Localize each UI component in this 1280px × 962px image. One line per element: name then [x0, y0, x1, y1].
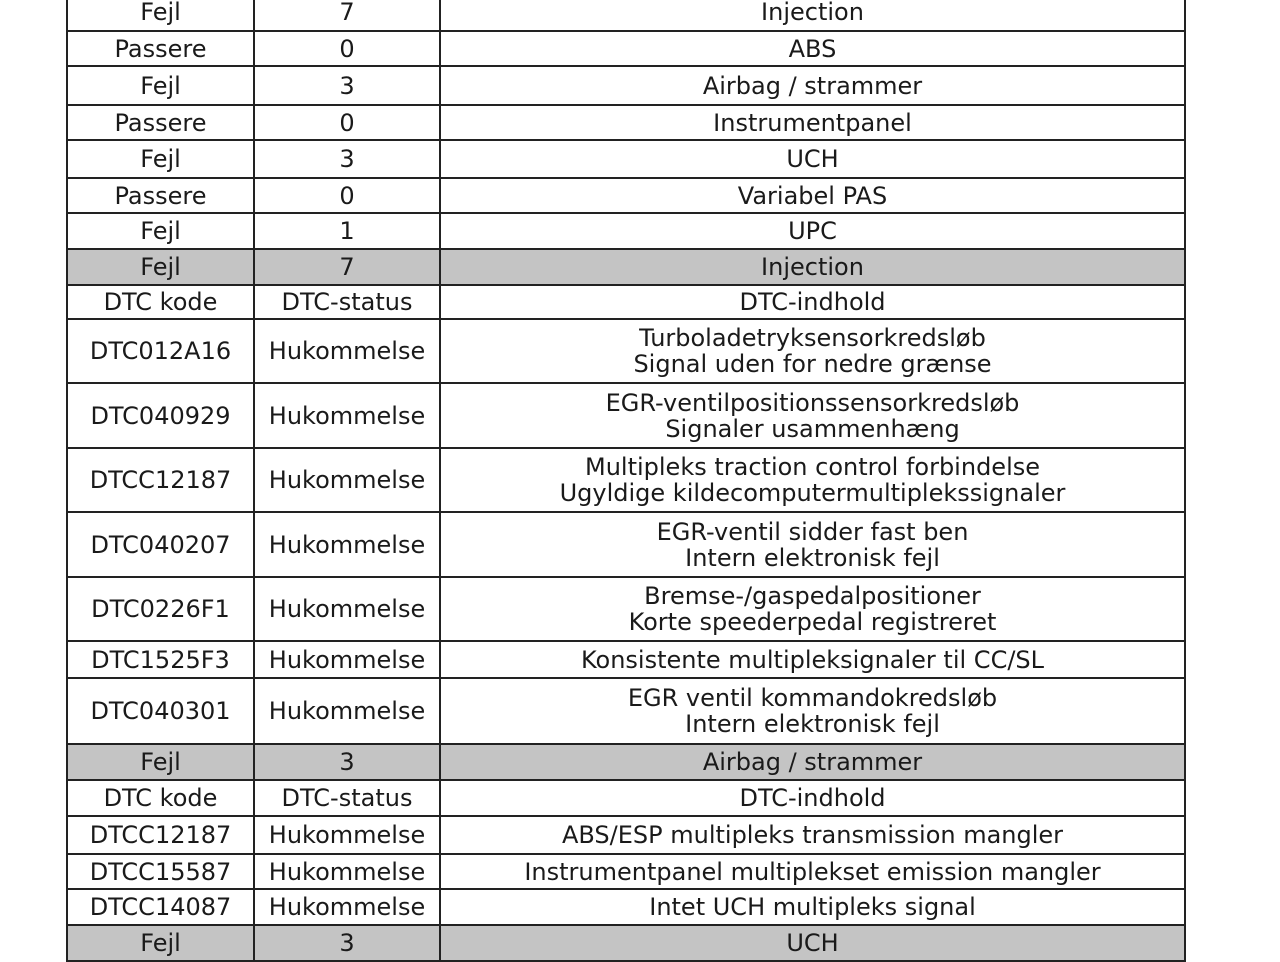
dtc-row: [68, 319, 1184, 383]
dtc-table: [68, 0, 1184, 962]
summary-module: Instrumentpanel: [440, 105, 1184, 140]
dtc-status: Hukommelse: [254, 816, 440, 854]
summary-row: [68, 66, 1184, 105]
summary-module: ABS: [440, 31, 1184, 66]
dtc-code: DTC012A16: [68, 319, 254, 383]
section-module: Airbag / strammer: [440, 744, 1184, 780]
dtc-code: DTCC14087: [68, 889, 254, 925]
section-status: Fejl: [68, 249, 254, 285]
dtc-row: [68, 816, 1184, 854]
header-dtc-status: DTC-status: [254, 780, 440, 816]
dtc-code: DTCC15587: [68, 854, 254, 889]
dtc-status: Hukommelse: [254, 319, 440, 383]
dtc-code: DTC1525F3: [68, 641, 254, 678]
dtc-content-line2: Intern elektronisk fejl: [685, 710, 940, 738]
section-count: 3: [254, 744, 440, 780]
summary-count: 0: [254, 31, 440, 66]
dtc-content: Intet UCH multipleks signal: [440, 889, 1184, 925]
dtc-status: Hukommelse: [254, 889, 440, 925]
summary-status: Passere: [68, 178, 254, 213]
summary-module: UPC: [440, 213, 1184, 249]
summary-row: [68, 140, 1184, 178]
dtc-status: Hukommelse: [254, 678, 440, 744]
section-status: Fejl: [68, 925, 254, 961]
summary-status: Passere: [68, 31, 254, 66]
summary-count: 3: [254, 140, 440, 178]
dtc-content: Instrumentpanel multiplekset emission mangler: [440, 854, 1184, 889]
section-count: 3: [254, 925, 440, 961]
dtc-row: [68, 889, 1184, 925]
dtc-code: DTCC12187: [68, 816, 254, 854]
dtc-status: Hukommelse: [254, 854, 440, 889]
section-header-airbag: [68, 744, 1184, 780]
dtc-row: [68, 383, 1184, 448]
dtc-status: Hukommelse: [254, 383, 440, 448]
summary-count: 0: [254, 178, 440, 213]
dtc-content-line1: EGR-ventil sidder fast ben: [656, 517, 969, 546]
dtc-status: Hukommelse: [254, 512, 440, 577]
summary-status: Fejl: [68, 0, 254, 31]
summary-status: Fejl: [68, 140, 254, 178]
dtc-code: DTC0226F1: [68, 577, 254, 641]
section-status: Fejl: [68, 744, 254, 780]
summary-module: Injection: [440, 0, 1184, 31]
dtc-status: Hukommelse: [254, 577, 440, 641]
dtc-status: Hukommelse: [254, 448, 440, 512]
dtc-content: [440, 319, 1184, 383]
dtc-content-line1: Bremse-/gaspedalpositioner: [644, 582, 981, 610]
summary-row: [68, 105, 1184, 140]
dtc-content-line1: Multipleks traction control forbindelse: [584, 453, 1040, 481]
summary-row: [68, 0, 1184, 31]
summary-status: Fejl: [68, 66, 254, 105]
dtc-code: DTC040929: [68, 383, 254, 448]
header-dtc-code: DTC kode: [68, 285, 254, 319]
dtc-content: [440, 678, 1184, 744]
dtc-row: [68, 678, 1184, 744]
dtc-content-line2: Signaler usammenhæng: [665, 414, 960, 443]
section-count: 7: [254, 249, 440, 285]
section-module: UCH: [440, 925, 1184, 961]
summary-module: UCH: [440, 140, 1184, 178]
dtc-code: DTCC12187: [68, 448, 254, 512]
summary-status: Passere: [68, 105, 254, 140]
summary-count: 7: [254, 0, 440, 31]
dtc-row: [68, 854, 1184, 889]
dtc-row: [68, 448, 1184, 512]
summary-status: Fejl: [68, 213, 254, 249]
dtc-row: [68, 641, 1184, 678]
section-module: Injection: [440, 249, 1184, 285]
dtc-content: ABS/ESP multipleks transmission mangler: [440, 816, 1184, 854]
dtc-column-header: [68, 285, 1184, 319]
dtc-content: [440, 577, 1184, 641]
dtc-row: [68, 512, 1184, 577]
summary-count: 1: [254, 213, 440, 249]
summary-module: Airbag / strammer: [440, 66, 1184, 105]
dtc-content: [440, 512, 1184, 577]
dtc-content-line2: Signal uden for nedre grænse: [633, 350, 992, 378]
dtc-content-line1: Turboladetryksensorkredsløb: [639, 324, 986, 352]
dtc-content-line2: Intern elektronisk fejl: [685, 543, 940, 572]
summary-module: Variabel PAS: [440, 178, 1184, 213]
header-dtc-code: DTC kode: [68, 780, 254, 816]
summary-row: [68, 213, 1184, 249]
dtc-content-line2: Ugyldige kildecomputermultiplekssignaler: [559, 479, 1066, 507]
section-header-injection: [68, 249, 1184, 285]
dtc-status: Hukommelse: [254, 641, 440, 678]
summary-count: 3: [254, 66, 440, 105]
summary-count: 0: [254, 105, 440, 140]
diagnostic-report-table: [66, 0, 1186, 962]
header-dtc-content: DTC-indhold: [440, 780, 1184, 816]
dtc-content-line2: Korte speederpedal registreret: [628, 608, 997, 636]
dtc-row: [68, 577, 1184, 641]
dtc-content: [440, 383, 1184, 448]
dtc-code: DTC040207: [68, 512, 254, 577]
dtc-content: [440, 448, 1184, 512]
header-dtc-status: DTC-status: [254, 285, 440, 319]
header-dtc-content: DTC-indhold: [440, 285, 1184, 319]
dtc-code: DTC040301: [68, 678, 254, 744]
summary-row: [68, 31, 1184, 66]
dtc-content-line1: Konsistente multipleksignaler til CC/SL: [580, 645, 1045, 674]
summary-row: [68, 178, 1184, 213]
dtc-column-header: [68, 780, 1184, 816]
section-header-uch: [68, 925, 1184, 961]
dtc-content-line1: EGR ventil kommandokredsløb: [627, 684, 998, 712]
dtc-content: [440, 641, 1184, 678]
dtc-content-line1: EGR-ventilpositionssensorkredsløb: [605, 388, 1020, 417]
